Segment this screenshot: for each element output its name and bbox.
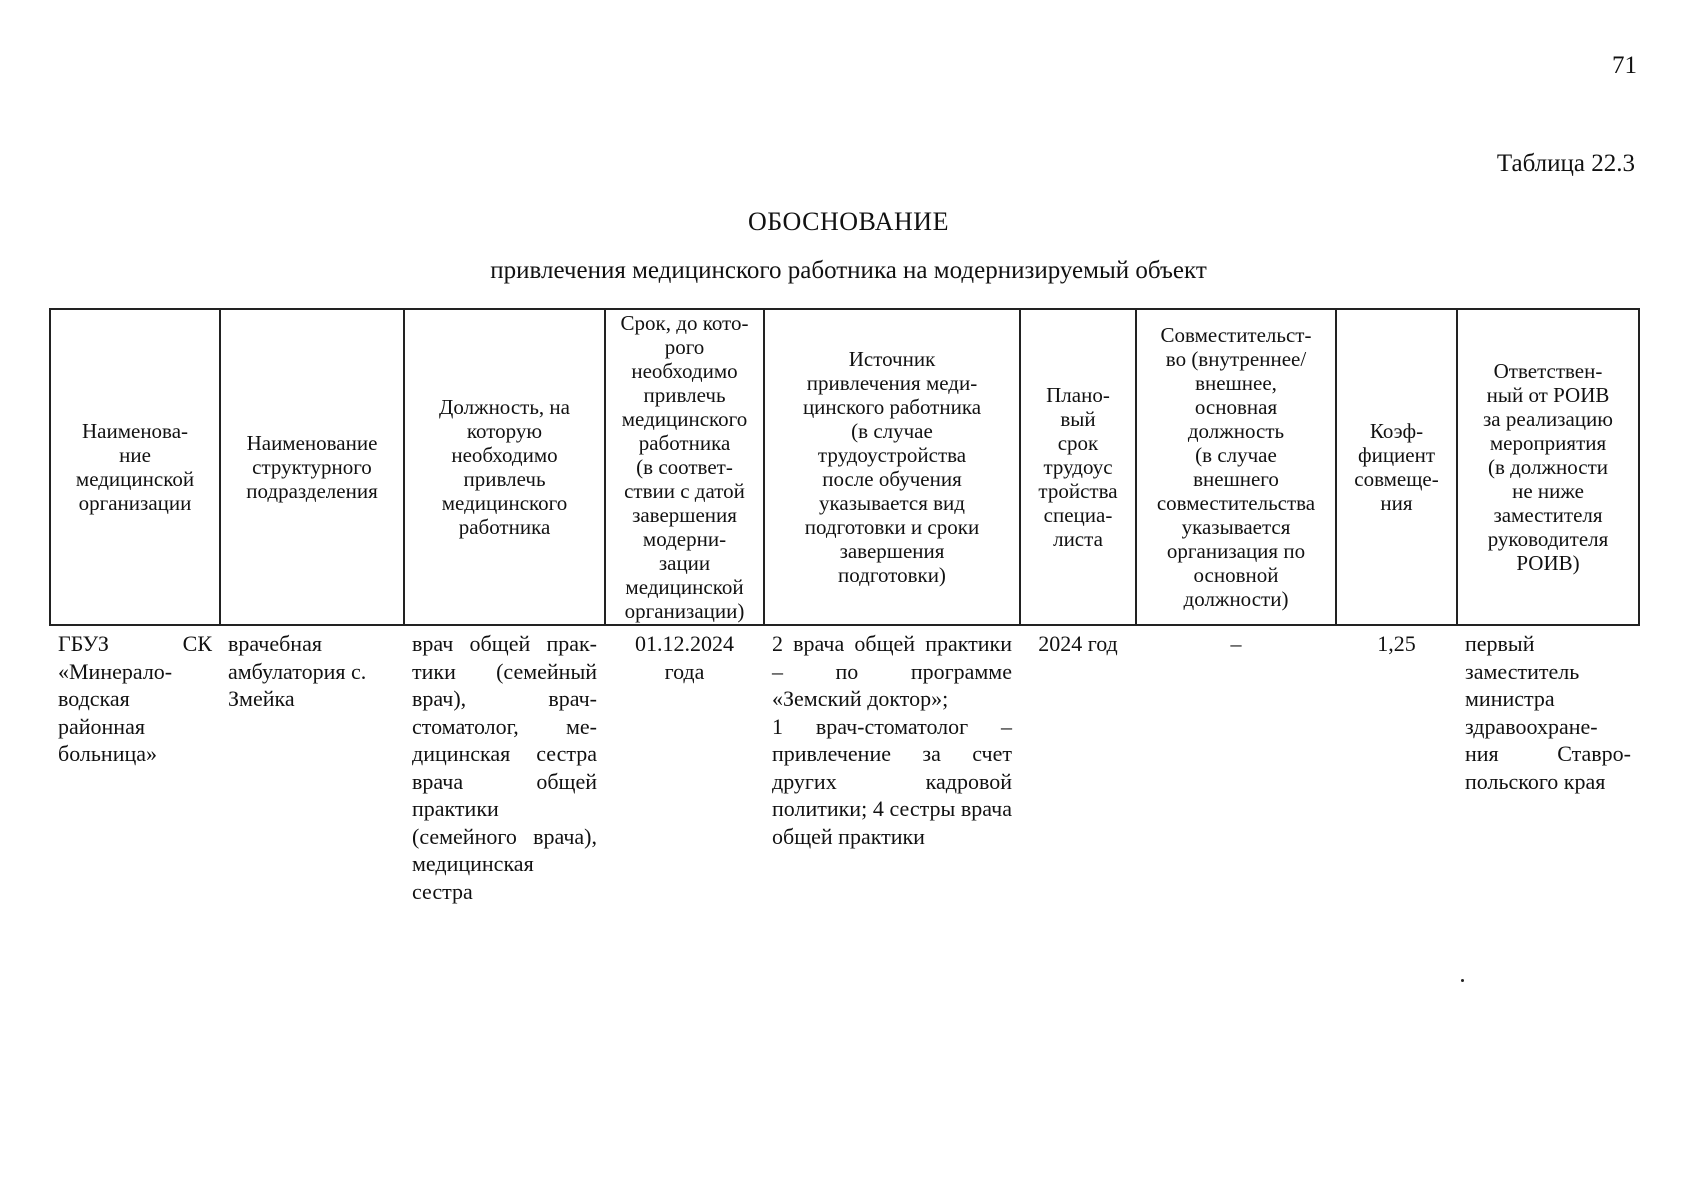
header-combination: Совместительст- во (внутреннее/ внешнее, основная должность (в случае внешнего совместительства указывается организация по основной должности) (1136, 309, 1336, 625)
justification-table (49, 308, 1640, 905)
header-deadline: Срок, до кото- рого необходимо привлечь медицинского работника (в соответ- ствии с датой завершения модерни- зации медицинской организации) (605, 309, 764, 625)
header-department: Наименование структурного подразделения (220, 309, 404, 625)
cell-position: врач общей прак-тики (семейный врач), врач-стоматолог, ме-дицинская сестра врача общей практики (семейного врача), медицинская сестра (404, 625, 605, 905)
header-organization: Наименова- ние медицинской организации (50, 309, 220, 625)
header-source: Источник привлечения меди- цинского работника (в случае трудоустройства после обучения указывается вид подготовки и сроки завершения подготовки) (764, 309, 1020, 625)
table-row (50, 625, 1639, 905)
header-coefficient: Коэф- фициент совмеще- ния (1336, 309, 1457, 625)
source-paragraph-2: 1 врач-стоматолог – привлечение за счет других кадровой политики; 4 сестры врача общей практики (772, 713, 1012, 849)
cell-source (764, 625, 1020, 905)
cell-coefficient: 1,25 (1336, 625, 1457, 905)
cell-organization: ГБУЗ СК «Минерало-водская районная больница» (50, 625, 220, 905)
document-subtitle: привлечения медицинского работника на модернизируемый объект (490, 257, 1207, 284)
cell-responsible: первый заместитель министра здравоохране-ния Ставро-польского края (1457, 625, 1639, 905)
cell-deadline: 01.12.2024 года (605, 625, 764, 905)
document-title: ОБОСНОВАНИЕ (748, 207, 949, 236)
cell-department: врачебная амбулатория с. Змейка (220, 625, 404, 905)
table-label: Таблица 22.3 (1496, 150, 1635, 177)
header-position: Должность, на которую необходимо привлечь медицинского работника (404, 309, 605, 625)
table-header-row (50, 309, 1639, 625)
cell-combination: – (1136, 625, 1336, 905)
header-responsible: Ответствен- ный от РОИВ за реализацию мероприятия (в должности не ниже заместителя руководителя РОИВ) (1457, 309, 1639, 625)
source-paragraph-1: 2 врача общей практики – по программе «Земский доктор»; (772, 631, 1012, 711)
page-number: 71 (1612, 52, 1637, 79)
header-planned-date: Плано- вый срок трудоус тройства специа- листа (1020, 309, 1136, 625)
cell-planned-date: 2024 год (1020, 625, 1136, 905)
scan-speck (1461, 979, 1464, 982)
